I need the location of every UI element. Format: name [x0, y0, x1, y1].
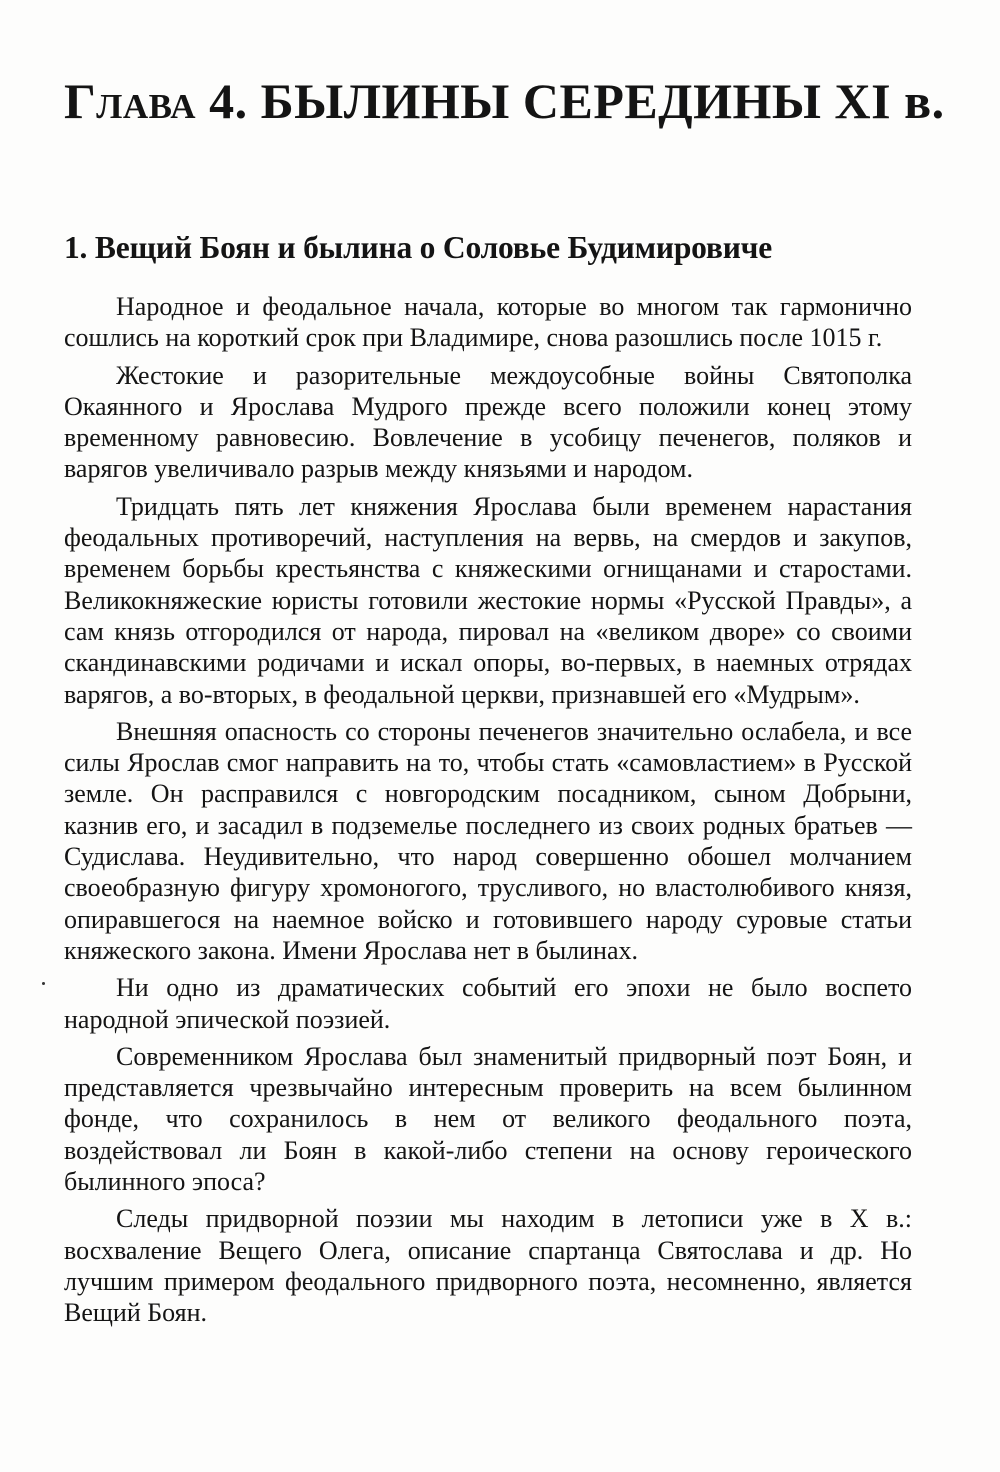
paragraph-5: Ни одно из драматических событий его эпохи не было воспето народной эпической поэзией. [64, 973, 912, 1034]
section-title: 1. Вещий Боян и былина о Соловье Будимировиче [64, 230, 773, 265]
paragraph-2: Жестокие и разорительные междоусобные войны Святополка Окаянного и Ярослава Мудрого прежде всего положили конец этому временному равновесию. Вовлечение в усобицу печенегов, поляков и варягов увеличивало разрыв между князьями и народом. [64, 360, 912, 484]
paragraph-4: Внешняя опасность со стороны печенегов значительно ослабела, и все силы Ярослав смог направить на то, чтобы стать «самовластием» в Русской земле. Он расправился с новгородским посадником, сыном Добрыни, казнив его, и засадил в подземелье последнего из своих родных братьев — Судислава. Неудивительно, что народ совершенно обошел молчанием своеобразную фигуру хромоногого, трусливого, но властолюбивого князя, опиравшегося на наемное войско и готовившего народу суровые статьи княжеского закона. Имени Ярослава нет в былинах. [64, 716, 912, 965]
paragraph-7: Следы придворной поэзии мы находим в летописи уже в X в.: восхваление Вещего Олега, описание спартанца Святослава и др. Но лучшим примером феодального придворного поэта, несомненно, является Вещий Боян. [64, 1204, 912, 1328]
chapter-title [64, 66, 945, 136]
chapter-heading: 4. БЫЛИНЫ СЕРЕДИНЫ XI в. [196, 73, 945, 129]
paragraph-1: Народное и феодальное начала, которые во многом так гармонично сошлись на короткий срок при Владимире, снова разошлись после 1015 г. [64, 292, 912, 353]
print-speck [42, 982, 45, 985]
chapter-prefix: Глава [64, 73, 197, 129]
paragraph-3: Тридцать пять лет княжения Ярослава были временем нарастания феодальных противоречий, наступления на вервь, на смердов и закупов, временем борьбы крестьянства с княжескими огнищанами и старостами. Великокняжеские юристы готовили жестокие нормы «Русской Правды», а сам князь отгородился от народа, пировал на «великом дворе» со своими скандинавскими родичами и искал опоры, во-первых, в наемных отрядах варягов, а во-вторых, в феодальной церкви, признавшей его «Мудрым». [64, 491, 912, 709]
body-text [64, 291, 912, 1335]
paragraph-6: Современником Ярослава был знаменитый придворный поэт Боян, и представляется чрезвычайно интересным проверить на всем былинном фонде, что сохранилось в нем от великого феодального поэта, воздействовал ли Боян в какой-либо степени на основу героического былинного эпоса? [64, 1041, 912, 1197]
